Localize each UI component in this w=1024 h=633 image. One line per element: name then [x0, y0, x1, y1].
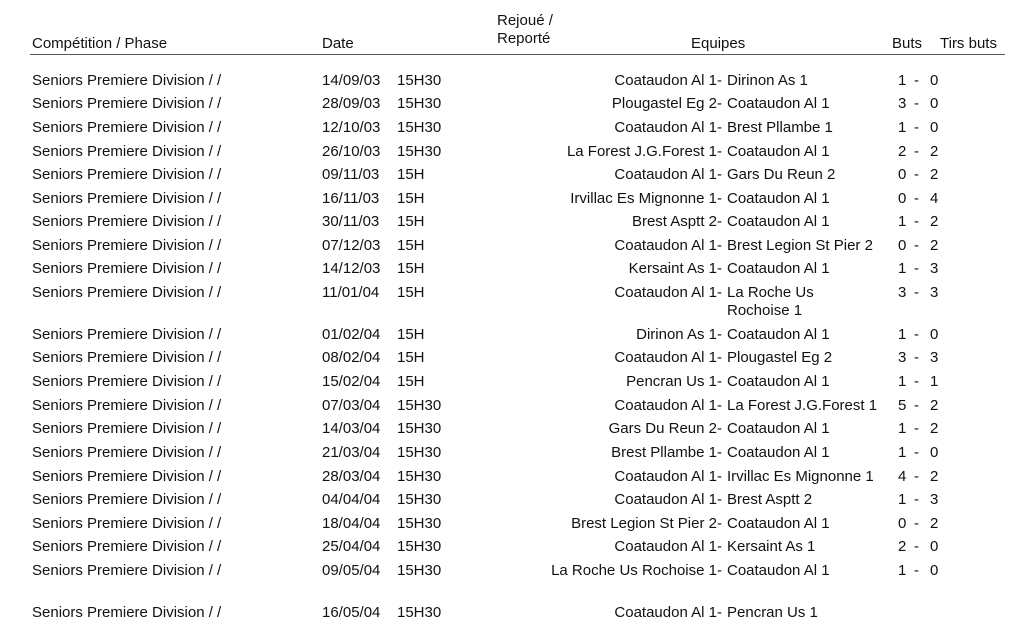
away-score-cell: 2: [930, 468, 939, 485]
team-separator: -: [717, 515, 722, 532]
date-cell: 16/05/04: [322, 604, 381, 621]
away-score-cell: 3: [930, 260, 939, 277]
home-team-cell: Gars Du Reun 2: [608, 420, 717, 437]
home-team-cell: Coataudon Al 1: [614, 166, 717, 183]
team-separator: -: [717, 397, 722, 414]
team-separator: -: [717, 326, 722, 343]
home-team-cell: La Forest J.G.Forest 1: [566, 143, 717, 160]
team-separator: -: [717, 444, 722, 461]
away-score-cell: 0: [930, 326, 939, 343]
home-team-cell: Coataudon Al 1: [614, 72, 717, 89]
home-score-cell: 2: [898, 538, 907, 555]
time-cell: 15H30: [397, 95, 442, 112]
away-score-cell: 0: [930, 444, 939, 461]
away-team-cell: La Forest J.G.Forest 1: [727, 397, 878, 414]
score-separator: -: [914, 213, 919, 230]
home-team-cell: Coataudon Al 1: [614, 468, 717, 485]
score-separator: -: [914, 491, 919, 508]
home-score-cell: 1: [898, 491, 907, 508]
home-score-cell: 1: [898, 72, 907, 89]
away-score-cell: 2: [930, 237, 939, 254]
team-separator: -: [717, 119, 722, 136]
home-score-cell: 1: [898, 326, 907, 343]
time-cell: 15H: [397, 373, 425, 390]
competition-cell: Seniors Premiere Division / /: [32, 213, 222, 230]
competition-cell: Seniors Premiere Division / /: [32, 562, 222, 579]
home-score-cell: 0: [898, 515, 907, 532]
away-score-cell: 2: [930, 515, 939, 532]
team-separator: -: [717, 468, 722, 485]
away-team-cell: La Roche Us Rochoise 1: [727, 284, 814, 319]
home-team-cell: Brest Pllambe 1: [611, 444, 717, 461]
score-separator: -: [914, 260, 919, 277]
team-separator: -: [717, 538, 722, 555]
away-score-cell: 2: [930, 397, 939, 414]
away-team-cell: Coataudon Al 1: [727, 562, 830, 579]
home-score-cell: 2: [898, 143, 907, 160]
competition-cell: Seniors Premiere Division / /: [32, 237, 222, 254]
time-cell: 15H: [397, 237, 425, 254]
time-cell: 15H30: [397, 397, 442, 414]
home-score-cell: 1: [898, 444, 907, 461]
date-cell: 07/12/03: [322, 237, 381, 254]
away-team-cell: Irvillac Es Mignonne 1: [727, 468, 874, 485]
home-score-cell: 3: [898, 284, 907, 301]
away-score-cell: 0: [930, 95, 939, 112]
home-team-cell: Brest Asptt 2: [631, 213, 717, 230]
score-separator: -: [914, 562, 919, 579]
home-team-cell: Coataudon Al 1: [614, 538, 717, 555]
date-cell: 04/04/04: [322, 491, 381, 508]
date-cell: 25/04/04: [322, 538, 381, 555]
score-separator: -: [914, 237, 919, 254]
time-cell: 15H30: [397, 444, 442, 461]
away-team-cell: Coataudon Al 1: [727, 190, 830, 207]
away-score-cell: 3: [930, 284, 939, 301]
date-cell: 28/09/03: [322, 95, 381, 112]
home-team-cell: Coataudon Al 1: [614, 119, 717, 136]
away-team-cell: Coataudon Al 1: [727, 95, 830, 112]
team-separator: -: [717, 284, 722, 301]
score-separator: -: [914, 166, 919, 183]
home-score-cell: 1: [898, 373, 907, 390]
away-score-cell: 3: [930, 349, 939, 366]
header-date: Date: [322, 35, 354, 52]
home-team-cell: Kersaint As 1: [628, 260, 717, 277]
competition-cell: Seniors Premiere Division / /: [32, 444, 222, 461]
time-cell: 15H: [397, 190, 425, 207]
score-separator: -: [914, 444, 919, 461]
away-score-cell: 0: [930, 119, 939, 136]
date-cell: 01/02/04: [322, 326, 381, 343]
away-team-cell: Coataudon Al 1: [727, 515, 830, 532]
team-separator: -: [717, 166, 722, 183]
date-cell: 21/03/04: [322, 444, 381, 461]
date-cell: 07/03/04: [322, 397, 381, 414]
team-separator: -: [717, 237, 722, 254]
home-team-cell: Coataudon Al 1: [614, 397, 717, 414]
away-score-cell: 2: [930, 143, 939, 160]
time-cell: 15H30: [397, 604, 442, 621]
home-team-cell: Coataudon Al 1: [614, 349, 717, 366]
away-team-cell: Coataudon Al 1: [727, 373, 830, 390]
header-buts: Buts: [892, 35, 923, 52]
competition-cell: Seniors Premiere Division / /: [32, 420, 222, 437]
home-score-cell: 0: [898, 237, 907, 254]
header-rejoue: Rejoué /: [497, 12, 553, 29]
away-team-cell: Coataudon Al 1: [727, 260, 830, 277]
time-cell: 15H: [397, 349, 425, 366]
team-separator: -: [717, 491, 722, 508]
team-separator: -: [717, 213, 722, 230]
away-team-cell: Brest Legion St Pier 2: [727, 237, 873, 254]
team-separator: -: [717, 72, 722, 89]
time-cell: 15H30: [397, 515, 442, 532]
away-team-cell: Coataudon Al 1: [727, 326, 830, 343]
time-cell: 15H30: [397, 562, 442, 579]
away-score-cell: 3: [930, 491, 939, 508]
away-score-cell: 2: [930, 420, 939, 437]
team-separator: -: [717, 260, 722, 277]
competition-cell: Seniors Premiere Division / /: [32, 95, 222, 112]
time-cell: 15H: [397, 326, 425, 343]
header-equipes: Equipes: [691, 35, 746, 52]
date-cell: 09/05/04: [322, 562, 381, 579]
competition-cell: Seniors Premiere Division / /: [32, 72, 222, 89]
competition-cell: Seniors Premiere Division / /: [32, 491, 222, 508]
home-team-cell: Coataudon Al 1: [614, 237, 717, 254]
score-separator: -: [914, 326, 919, 343]
time-cell: 15H30: [397, 119, 442, 136]
away-score-cell: 2: [930, 213, 939, 230]
home-score-cell: 1: [898, 562, 907, 579]
team-separator: -: [717, 604, 722, 621]
home-score-cell: 4: [898, 468, 907, 485]
score-separator: -: [914, 284, 919, 301]
competition-cell: Seniors Premiere Division / /: [32, 538, 222, 555]
home-team-cell: Coataudon Al 1: [614, 284, 717, 301]
score-separator: -: [914, 468, 919, 485]
score-separator: -: [914, 538, 919, 555]
date-cell: 18/04/04: [322, 515, 381, 532]
time-cell: 15H: [397, 166, 425, 183]
score-separator: -: [914, 515, 919, 532]
date-cell: 14/12/03: [322, 260, 381, 277]
time-cell: 15H: [397, 284, 425, 301]
away-team-cell: Coataudon Al 1: [727, 420, 830, 437]
date-cell: 14/03/04: [322, 420, 381, 437]
home-team-cell: Plougastel Eg 2: [611, 95, 717, 112]
team-separator: -: [717, 562, 722, 579]
score-separator: -: [914, 95, 919, 112]
home-team-cell: Coataudon Al 1: [614, 491, 717, 508]
competition-cell: Seniors Premiere Division / /: [32, 397, 222, 414]
team-separator: -: [717, 143, 722, 160]
away-team-cell: Plougastel Eg 2: [727, 349, 833, 366]
time-cell: 15H30: [397, 468, 442, 485]
header-tirs-buts: Tirs buts: [940, 35, 997, 52]
away-team-cell: Brest Pllambe 1: [727, 119, 833, 136]
away-team-cell: Coataudon Al 1: [727, 444, 830, 461]
home-team-cell: Pencran Us 1: [626, 373, 717, 390]
away-score-cell: 1: [930, 373, 939, 390]
date-cell: 09/11/03: [322, 166, 380, 183]
time-cell: 15H30: [397, 491, 442, 508]
competition-cell: Seniors Premiere Division / /: [32, 190, 222, 207]
away-team-cell: Coataudon Al 1: [727, 143, 830, 160]
date-cell: 15/02/04: [322, 373, 381, 390]
away-score-cell: 4: [930, 190, 939, 207]
score-separator: -: [914, 119, 919, 136]
competition-cell: Seniors Premiere Division / /: [32, 326, 222, 343]
home-score-cell: 1: [898, 260, 907, 277]
date-cell: 16/11/03: [322, 190, 380, 207]
team-separator: -: [717, 95, 722, 112]
time-cell: 15H: [397, 213, 425, 230]
date-cell: 11/01/04: [322, 284, 380, 301]
date-cell: 26/10/03: [322, 143, 381, 160]
home-score-cell: 0: [898, 166, 907, 183]
away-team-cell: Gars Du Reun 2: [727, 166, 836, 183]
away-score-cell: 0: [930, 562, 939, 579]
away-team-cell: Coataudon Al 1: [727, 213, 830, 230]
header-competition-phase: Compétition / Phase: [32, 35, 168, 52]
date-cell: 28/03/04: [322, 468, 381, 485]
competition-cell: Seniors Premiere Division / /: [32, 468, 222, 485]
competition-cell: Seniors Premiere Division / /: [32, 143, 222, 160]
competition-cell: Seniors Premiere Division / /: [32, 604, 222, 621]
competition-cell: Seniors Premiere Division / /: [32, 166, 222, 183]
home-score-cell: 3: [898, 95, 907, 112]
time-cell: 15H: [397, 260, 425, 277]
competition-cell: Seniors Premiere Division / /: [32, 260, 222, 277]
away-team-cell: Brest Asptt 2: [727, 491, 813, 508]
away-score-cell: 2: [930, 166, 939, 183]
score-separator: -: [914, 72, 919, 89]
team-separator: -: [717, 349, 722, 366]
competition-cell: Seniors Premiere Division / /: [32, 373, 222, 390]
date-cell: 14/09/03: [322, 72, 381, 89]
score-separator: -: [914, 420, 919, 437]
home-score-cell: 1: [898, 420, 907, 437]
home-score-cell: 0: [898, 190, 907, 207]
time-cell: 15H30: [397, 72, 442, 89]
competition-cell: Seniors Premiere Division / /: [32, 119, 222, 136]
away-team-cell: Kersaint As 1: [727, 538, 816, 555]
away-team-cell: Dirinon As 1: [727, 72, 808, 89]
home-team-cell: Irvillac Es Mignonne 1: [570, 190, 717, 207]
home-score-cell: 5: [898, 397, 907, 414]
team-separator: -: [717, 420, 722, 437]
score-separator: -: [914, 349, 919, 366]
date-cell: 30/11/03: [322, 213, 380, 230]
home-team-cell: La Roche Us Rochoise 1: [551, 562, 717, 579]
time-cell: 15H30: [397, 538, 442, 555]
time-cell: 15H30: [397, 143, 442, 160]
score-separator: -: [914, 190, 919, 207]
team-separator: -: [717, 190, 722, 207]
home-team-cell: Dirinon As 1: [636, 326, 717, 343]
competition-cell: Seniors Premiere Division / /: [32, 284, 222, 301]
competition-cell: Seniors Premiere Division / /: [32, 349, 222, 366]
header-reporte: Reporté: [497, 30, 551, 47]
competition-cell: Seniors Premiere Division / /: [32, 515, 222, 532]
team-separator: -: [717, 373, 722, 390]
score-separator: -: [914, 373, 919, 390]
date-cell: 08/02/04: [322, 349, 381, 366]
away-score-cell: 0: [930, 538, 939, 555]
home-score-cell: 1: [898, 119, 907, 136]
home-score-cell: 1: [898, 213, 907, 230]
score-separator: -: [914, 397, 919, 414]
score-separator: -: [914, 143, 919, 160]
date-cell: 12/10/03: [322, 119, 381, 136]
time-cell: 15H30: [397, 420, 442, 437]
away-score-cell: 0: [930, 72, 939, 89]
home-team-cell: Coataudon Al 1: [614, 604, 717, 621]
home-team-cell: Brest Legion St Pier 2: [571, 515, 717, 532]
home-score-cell: 3: [898, 349, 907, 366]
away-team-cell: Pencran Us 1: [727, 604, 818, 621]
